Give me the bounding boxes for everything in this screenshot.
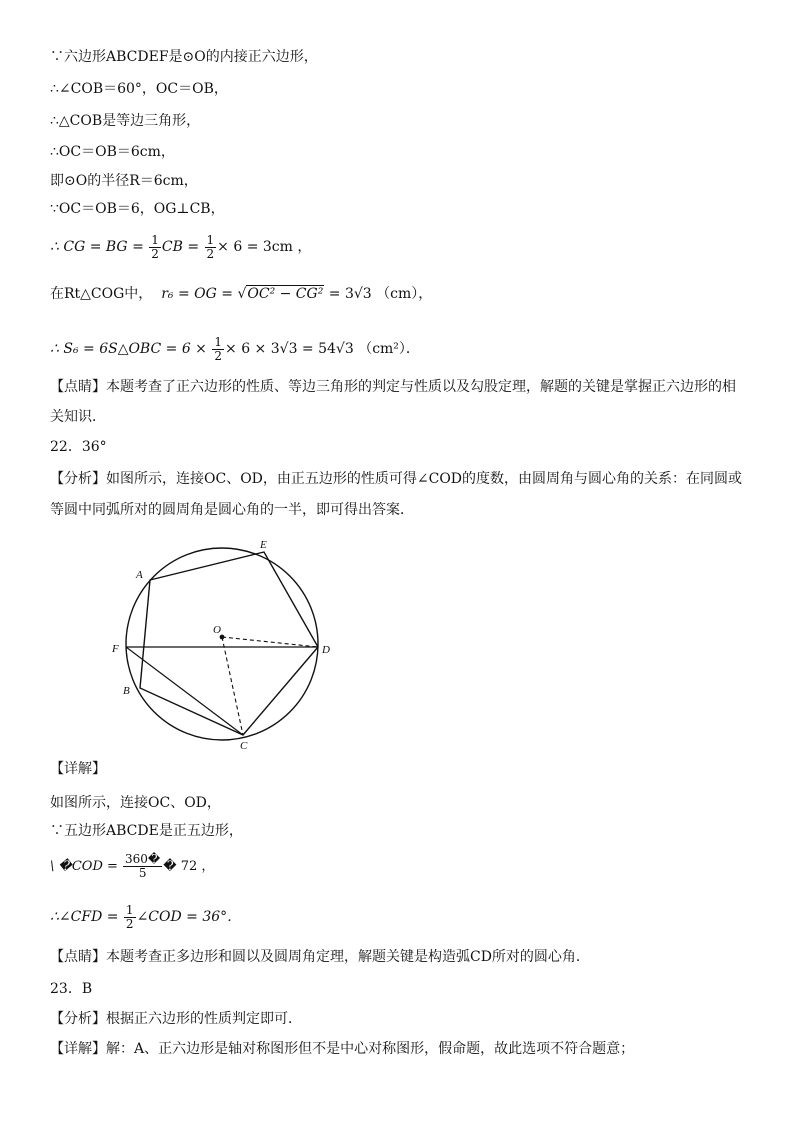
math-line: ∴ CG = BG = $\frac{1}{2}$ CB = $\frac{1}{2}$ × 6 = 3cm ， — [50, 232, 312, 261]
text-line: ∵六边形ABCDEF是⊙O的内接正六边形， — [50, 49, 318, 65]
text-line: ∵OC＝OB＝6，OG⊥CB， — [50, 201, 225, 217]
pentagon — [140, 552, 318, 735]
math-line: \ �COD = $\frac{360�}{5}$ � 72 ， — [50, 852, 215, 880]
label-b: B — [123, 685, 130, 697]
pentagon-circle-figure — [100, 530, 340, 760]
text-line: 【分析】如图所示，连接OC、OD，由正五边形的性质可得∠COD的度数，由圆周角与圆心角的关系：在同圆或 — [50, 471, 743, 487]
text-line: ∴OC＝OB＝6cm， — [50, 144, 175, 160]
text-line: 【详解】解：A、正六边形是轴对称图形但不是中心对称图形，假命题，故此选项不符合题意； — [50, 1041, 635, 1057]
text-line: ∴∠COB＝60°，OC＝OB， — [50, 81, 228, 97]
math-line: 在Rt△COG中， r₆ = OG = √OC² − CG² = 3√3 （cm）， — [50, 286, 433, 302]
text-line: 23．B — [50, 981, 93, 997]
circumcircle — [126, 548, 318, 740]
label-o: O — [213, 624, 221, 636]
label-e: E — [260, 539, 267, 551]
text-line: 【分析】根据正六边形的性质判定即可． — [50, 1011, 302, 1027]
segment-oc — [222, 637, 243, 735]
text-line: 即⊙O的半径R＝6cm， — [50, 173, 198, 189]
text-line: ∵五边形ABCDE是正五边形， — [50, 823, 243, 839]
text-line: 关知识． — [50, 409, 106, 425]
text-line: 【详解】 — [50, 761, 106, 777]
math-line: ∴ S₆ = 6S△OBC = 6 × $\frac{1}{2}$ × 6 × 3√3 = 54√3 （cm²）． — [50, 334, 420, 363]
text-line: 【点睛】本题考查了正六边形的性质、等边三角形的判定与性质以及勾股定理，解题的关键是掌握正六边形的相 — [50, 379, 736, 395]
segment-od — [222, 637, 318, 647]
math-line: ∴∠CFD = $\frac{1}{2}$ ∠COD = 36°． — [50, 902, 242, 931]
text-line: ∴△COB是等边三角形， — [50, 113, 201, 129]
label-c: C — [240, 740, 248, 752]
text-line: 【点睛】本题考查正多边形和圆以及圆周角定理，解题关键是构造弧CD所对的圆心角． — [50, 949, 590, 965]
label-d: D — [322, 644, 330, 656]
segment-fc — [126, 647, 243, 735]
text-line: 等圆中同弧所对的圆周角是圆心角的一半，即可得出答案． — [50, 502, 414, 518]
label-f: F — [112, 643, 119, 655]
text-line: 22．36° — [50, 439, 107, 455]
label-a: A — [136, 569, 143, 581]
text-line: 如图所示，连接OC、OD， — [50, 795, 221, 811]
